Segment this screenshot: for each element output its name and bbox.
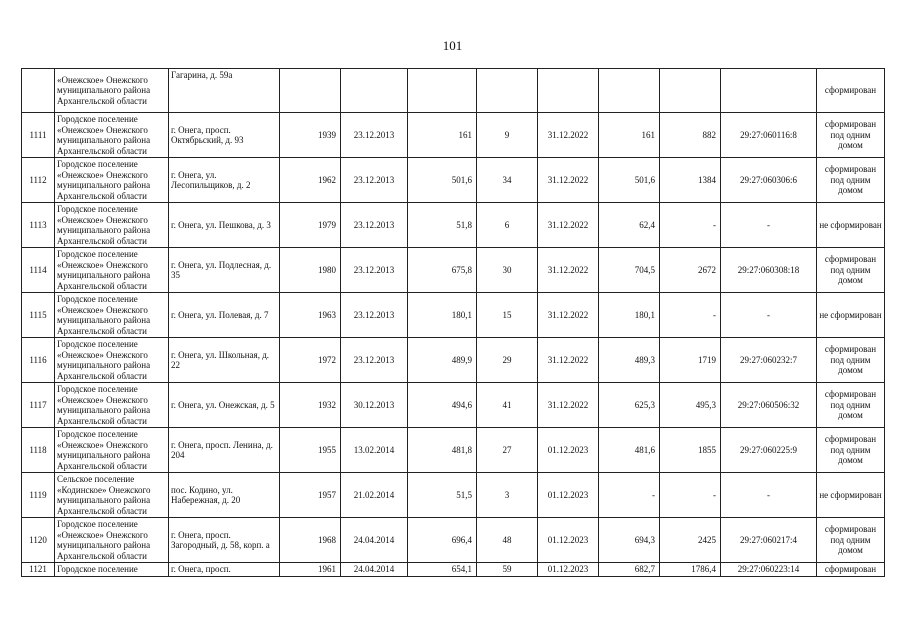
cell-no — [22, 69, 55, 113]
cell-cadastral: 29:27:060217:4 — [721, 518, 817, 563]
cell-status: сформирован — [817, 563, 885, 577]
cell-cadastral: 29:27:060225:9 — [721, 428, 817, 473]
cell-land: - — [660, 203, 721, 248]
cell-settlement: Городское поселение «Онежское» Онежского муниципального района Архангельской области — [55, 113, 169, 158]
table-row — [22, 158, 885, 203]
cell-land: - — [660, 293, 721, 338]
cell-area: 489,9 — [408, 338, 477, 383]
cell-no: 1120 — [22, 518, 55, 563]
cell-year: 1939 — [280, 113, 341, 158]
table-row — [22, 248, 885, 293]
cell-area2: 180,1 — [599, 293, 660, 338]
cell-address: г. Онега, просп. Загородный, д. 58, корп. а — [169, 518, 280, 563]
cell-cadastral: 29:27:060232:7 — [721, 338, 817, 383]
cell-empty — [599, 69, 660, 113]
cell-no: 1121 — [22, 563, 55, 577]
cell-address: г. Онега, ул. Подлесная, д. 35 — [169, 248, 280, 293]
cell-residents: 48 — [477, 518, 538, 563]
cell-no: 1113 — [22, 203, 55, 248]
cell-date: 23.12.2013 — [341, 158, 408, 203]
cell-no: 1119 — [22, 473, 55, 518]
cell-cadastral: 29:27:060506:32 — [721, 383, 817, 428]
cell-year: 1979 — [280, 203, 341, 248]
table-row — [22, 69, 885, 113]
cell-deadline: 31.12.2022 — [538, 248, 599, 293]
cell-residents: 41 — [477, 383, 538, 428]
cell-empty — [660, 69, 721, 113]
cell-deadline: 31.12.2022 — [538, 383, 599, 428]
cell-year: 1957 — [280, 473, 341, 518]
cell-residents: 6 — [477, 203, 538, 248]
cell-status: сформирован под одним домом — [817, 113, 885, 158]
cell-settlement: Сельское поселение «Кодинское» Онежского муниципального района Архангельской области — [55, 473, 169, 518]
housing-table — [21, 68, 885, 577]
cell-settlement: Городское поселение «Онежское» Онежского муниципального района Архангельской области — [55, 248, 169, 293]
cell-status: не сформирован — [817, 203, 885, 248]
cell-no: 1116 — [22, 338, 55, 383]
cell-cadastral: - — [721, 293, 817, 338]
cell-land: 882 — [660, 113, 721, 158]
cell-settlement: Городское поселение — [55, 563, 169, 577]
cell-address: г. Онега, ул. Пешкова, д. 3 — [169, 203, 280, 248]
cell-date: 24.04.2014 — [341, 563, 408, 577]
cell-deadline: 01.12.2023 — [538, 473, 599, 518]
cell-empty — [408, 69, 477, 113]
cell-residents: 59 — [477, 563, 538, 577]
cell-area2: - — [599, 473, 660, 518]
cell-residents: 9 — [477, 113, 538, 158]
cell-area2: 161 — [599, 113, 660, 158]
cell-empty — [477, 69, 538, 113]
cell-year: 1961 — [280, 563, 341, 577]
cell-empty — [280, 69, 341, 113]
cell-status: сформирован под одним домом — [817, 383, 885, 428]
cell-area: 494,6 — [408, 383, 477, 428]
cell-status: сформирован — [817, 69, 885, 113]
cell-year: 1962 — [280, 158, 341, 203]
table-row — [22, 203, 885, 248]
cell-land: 2672 — [660, 248, 721, 293]
cell-date: 30.12.2013 — [341, 383, 408, 428]
cell-area2: 501,6 — [599, 158, 660, 203]
cell-status: не сформирован — [817, 473, 885, 518]
cell-date: 23.12.2013 — [341, 293, 408, 338]
cell-area: 180,1 — [408, 293, 477, 338]
cell-date: 21.02.2014 — [341, 473, 408, 518]
cell-area: 654,1 — [408, 563, 477, 577]
cell-area: 481,8 — [408, 428, 477, 473]
cell-no: 1117 — [22, 383, 55, 428]
cell-empty — [721, 69, 817, 113]
cell-residents: 3 — [477, 473, 538, 518]
cell-address: г. Онега, просп. Ленина, д. 204 — [169, 428, 280, 473]
table-row — [22, 338, 885, 383]
cell-status: не сформирован — [817, 293, 885, 338]
cell-settlement: Городское поселение «Онежское» Онежского муниципального района Архангельской области — [55, 293, 169, 338]
cell-deadline: 01.12.2023 — [538, 518, 599, 563]
cell-status: сформирован под одним домом — [817, 518, 885, 563]
cell-residents: 30 — [477, 248, 538, 293]
cell-deadline: 31.12.2022 — [538, 113, 599, 158]
cell-land: 1719 — [660, 338, 721, 383]
cell-area2: 625,3 — [599, 383, 660, 428]
cell-land: 2425 — [660, 518, 721, 563]
cell-no: 1115 — [22, 293, 55, 338]
cell-cadastral: 29:27:060223:14 — [721, 563, 817, 577]
cell-year: 1955 — [280, 428, 341, 473]
cell-address: г. Онега, просп. Октябрьский, д. 93 — [169, 113, 280, 158]
cell-address: Гагарина, д. 59а — [169, 69, 280, 113]
cell-no: 1112 — [22, 158, 55, 203]
table-row — [22, 518, 885, 563]
cell-status: сформирован под одним домом — [817, 248, 885, 293]
cell-address: г. Онега, ул. Полевая, д. 7 — [169, 293, 280, 338]
cell-settlement: Городское поселение «Онежское» Онежского муниципального района Архангельской области — [55, 203, 169, 248]
cell-address: г. Онега, ул. Онежская, д. 5 — [169, 383, 280, 428]
cell-area: 675,8 — [408, 248, 477, 293]
cell-area2: 704,5 — [599, 248, 660, 293]
cell-year: 1932 — [280, 383, 341, 428]
cell-residents: 34 — [477, 158, 538, 203]
cell-area: 501,6 — [408, 158, 477, 203]
cell-address: г. Онега, ул. Школьная, д. 22 — [169, 338, 280, 383]
cell-area: 51,8 — [408, 203, 477, 248]
cell-cadastral: 29:27:060308:18 — [721, 248, 817, 293]
cell-area2: 694,3 — [599, 518, 660, 563]
table-row — [22, 428, 885, 473]
cell-date: 23.12.2013 — [341, 203, 408, 248]
cell-empty — [341, 69, 408, 113]
cell-status: сформирован под одним домом — [817, 158, 885, 203]
cell-area2: 682,7 — [599, 563, 660, 577]
cell-cadastral: - — [721, 203, 817, 248]
table-row — [22, 473, 885, 518]
cell-land: 1855 — [660, 428, 721, 473]
cell-year: 1972 — [280, 338, 341, 383]
table-row — [22, 563, 885, 577]
cell-settlement: Городское поселение «Онежское» Онежского муниципального района Архангельской области — [55, 338, 169, 383]
table-row — [22, 293, 885, 338]
cell-settlement: Городское поселение «Онежское» Онежского муниципального района Архангельской области — [55, 383, 169, 428]
cell-status: сформирован под одним домом — [817, 428, 885, 473]
cell-area: 696,4 — [408, 518, 477, 563]
cell-date: 13.02.2014 — [341, 428, 408, 473]
cell-deadline: 01.12.2023 — [538, 563, 599, 577]
cell-cadastral: - — [721, 473, 817, 518]
cell-empty — [538, 69, 599, 113]
cell-address: пос. Кодино, ул. Набережная, д. 20 — [169, 473, 280, 518]
page-number: 101 — [442, 38, 463, 53]
cell-area2: 489,3 — [599, 338, 660, 383]
cell-date: 24.04.2014 — [341, 518, 408, 563]
cell-address: г. Онега, просп. — [169, 563, 280, 577]
cell-area2: 62,4 — [599, 203, 660, 248]
cell-settlement: Городское поселение «Онежское» Онежского муниципального района Архангельской области — [55, 158, 169, 203]
table-body — [22, 69, 885, 577]
cell-area2: 481,6 — [599, 428, 660, 473]
cell-no: 1111 — [22, 113, 55, 158]
cell-land: 1384 — [660, 158, 721, 203]
cell-year: 1963 — [280, 293, 341, 338]
cell-date: 23.12.2013 — [341, 113, 408, 158]
cell-date: 23.12.2013 — [341, 248, 408, 293]
cell-residents: 15 — [477, 293, 538, 338]
cell-year: 1968 — [280, 518, 341, 563]
cell-year: 1980 — [280, 248, 341, 293]
cell-settlement: Городское поселение «Онежское» Онежского муниципального района Архангельской области — [55, 518, 169, 563]
cell-residents: 27 — [477, 428, 538, 473]
cell-no: 1118 — [22, 428, 55, 473]
cell-settlement: «Онежское» Онежского муниципального района Архангельской области — [55, 69, 169, 113]
cell-area: 51,5 — [408, 473, 477, 518]
cell-deadline: 31.12.2022 — [538, 158, 599, 203]
cell-settlement: Городское поселение «Онежское» Онежского муниципального района Архангельской области — [55, 428, 169, 473]
table-row — [22, 113, 885, 158]
cell-deadline: 31.12.2022 — [538, 338, 599, 383]
table-row — [22, 383, 885, 428]
cell-area: 161 — [408, 113, 477, 158]
cell-land: 495,3 — [660, 383, 721, 428]
cell-no: 1114 — [22, 248, 55, 293]
cell-land: 1786,4 — [660, 563, 721, 577]
cell-deadline: 01.12.2023 — [538, 428, 599, 473]
cell-deadline: 31.12.2022 — [538, 203, 599, 248]
cell-cadastral: 29:27:060306:6 — [721, 158, 817, 203]
cell-deadline: 31.12.2022 — [538, 293, 599, 338]
cell-address: г. Онега, ул. Лесопильщиков, д. 2 — [169, 158, 280, 203]
cell-date: 23.12.2013 — [341, 338, 408, 383]
cell-residents: 29 — [477, 338, 538, 383]
cell-land: - — [660, 473, 721, 518]
cell-cadastral: 29:27:060116:8 — [721, 113, 817, 158]
cell-status: сформирован под одним домом — [817, 338, 885, 383]
